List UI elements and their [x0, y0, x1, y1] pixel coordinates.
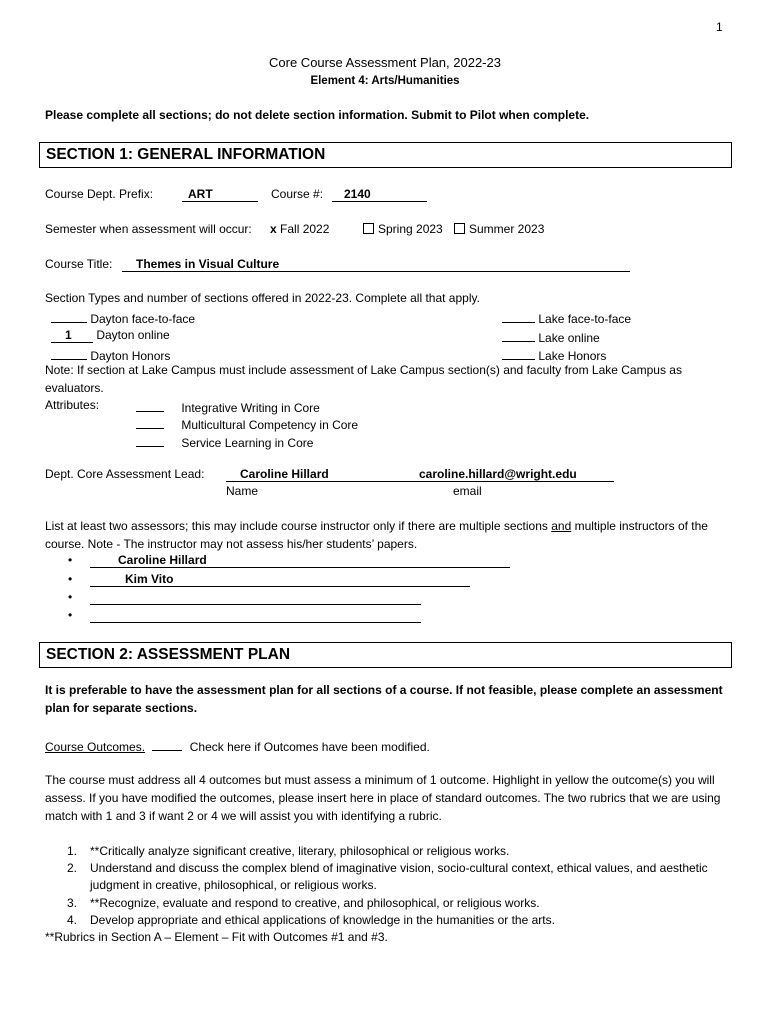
semester-fall-option[interactable]: [270, 222, 329, 236]
bullet-icon: •: [68, 572, 73, 586]
instruction-text: Please complete all sections; do not delete section information. Submit to Pilot when complete.: [45, 108, 590, 122]
semester-spring-label: Spring 2023: [378, 222, 443, 236]
outcome-item-1: 1. **Critically analyze significant creative, literary, philosophical or religious works.: [67, 844, 510, 858]
semester-fall-label: Fall 2022: [280, 222, 330, 236]
assessors-intro: List at least two assessors; this may include course instructor only if there are multiple sections and multiple instructors of the course. Note - The instructor may not assess his/her students’ papers.: [45, 519, 708, 551]
course-outcomes-row[interactable]: [45, 737, 430, 754]
blank-line: [502, 328, 535, 342]
lead-label: Dept. Core Assessment Lead:: [45, 467, 205, 481]
course-outcomes-label: Course Outcomes.: [45, 740, 146, 754]
course-num-field[interactable]: [332, 187, 427, 202]
sections-intro: Section Types and number of sections offered in 2022-23. Complete all that apply.: [45, 291, 480, 305]
section1-heading: SECTION 1: GENERAL INFORMATION: [39, 142, 732, 168]
bullet-icon: •: [68, 608, 73, 622]
assessor-field-2[interactable]: [90, 572, 470, 587]
lake-campus-note: Note: If section at Lake Campus must include assessment of Lake Campus section(s) and faculty from Lake Campus as evaluators.: [45, 363, 682, 395]
email-caption: email: [453, 484, 482, 498]
prefix-field[interactable]: [182, 187, 258, 202]
semester-label: Semester when assessment will occur:: [45, 222, 252, 236]
checkbox-icon: [454, 223, 465, 234]
course-title-label: Course Title:: [45, 257, 113, 271]
assessor-field-1[interactable]: [90, 553, 510, 568]
dayton-f2f-label: Dayton face-to-face: [90, 312, 196, 326]
assessor-3-value: [90, 590, 421, 605]
dayton-online-label: Dayton online: [96, 328, 170, 342]
outcome-item-4: 4. Develop appropriate and ethical applications of knowledge in the humanities or the arts.: [67, 913, 555, 927]
assessor-4-value: [90, 608, 421, 623]
lake-online-row[interactable]: [502, 328, 600, 345]
course-num-value: 2140: [332, 187, 427, 202]
lake-f2f-row[interactable]: [502, 309, 631, 326]
semester-summer-option[interactable]: [454, 222, 544, 236]
assessor-1-value: Caroline Hillard: [90, 553, 510, 568]
bullet-icon: •: [68, 590, 73, 604]
outcome-item-2: 2. Understand and discuss the complex blend of imaginative vision, socio-cultural context, ethical values, and aesthetic judgment in creative, philosophical, or religious works.: [67, 861, 708, 892]
course-title-field[interactable]: [122, 257, 630, 272]
semester-fall-mark: x: [270, 222, 277, 236]
lead-name-field[interactable]: [226, 467, 416, 482]
prefix-label: Course Dept. Prefix:: [45, 187, 154, 201]
blank-line: [136, 398, 164, 412]
course-num-label: Course #:: [271, 187, 324, 201]
blank-line: [502, 346, 535, 360]
blank-line: [51, 346, 87, 360]
blank-line: [136, 433, 164, 447]
bullet-icon: •: [68, 553, 73, 567]
attributes-label: Attributes:: [45, 398, 100, 412]
outcome-item-3: 3. **Recognize, evaluate and respond to creative, and philosophical, or religious works.: [67, 896, 540, 910]
dayton-online-count: 1: [51, 328, 93, 343]
attribute-service-row[interactable]: [136, 433, 313, 450]
attribute-writing-row[interactable]: [136, 398, 320, 415]
assessor-2-value: Kim Vito: [90, 572, 470, 587]
dayton-honors-label: Dayton Honors: [90, 349, 171, 363]
blank-line: [136, 415, 164, 429]
attribute-writing-label: Integrative Writing in Core: [181, 401, 320, 415]
blank-line: [502, 309, 535, 323]
document-title: Core Course Assessment Plan, 2022-23: [269, 55, 501, 70]
page-number: 1: [716, 20, 723, 34]
lake-honors-label: Lake Honors: [538, 349, 607, 363]
lead-email-field[interactable]: [416, 467, 614, 482]
section2-heading: SECTION 2: ASSESSMENT PLAN: [39, 642, 732, 668]
semester-spring-option[interactable]: [363, 222, 443, 236]
blank-line: [152, 737, 182, 751]
prefix-value: ART: [182, 187, 258, 202]
course-outcomes-check: Check here if Outcomes have been modified.: [189, 740, 430, 754]
document-subtitle: Element 4: Arts/Humanities: [310, 75, 460, 87]
lead-name-value: Caroline Hillard: [226, 467, 416, 482]
attribute-multicultural-label: Multicultural Competency in Core: [181, 418, 359, 432]
checkbox-icon: [363, 223, 374, 234]
lead-email-value: caroline.hillard@wright.edu: [416, 467, 614, 482]
dayton-f2f-row[interactable]: [51, 309, 195, 326]
blank-line: [51, 309, 87, 323]
attribute-multicultural-row[interactable]: [136, 415, 358, 432]
assessor-field-4[interactable]: [90, 608, 421, 626]
assessor-field-3[interactable]: [90, 590, 421, 608]
lake-online-label: Lake online: [538, 331, 600, 345]
attribute-service-label: Service Learning in Core: [181, 436, 314, 450]
dayton-online-row[interactable]: [51, 328, 170, 343]
name-caption: Name: [226, 484, 259, 498]
lake-f2f-label: Lake face-to-face: [538, 312, 632, 326]
rubric-note: **Rubrics in Section A – Element – Fit with Outcomes #1 and #3.: [45, 930, 388, 944]
outcomes-paragraph: The course must address all 4 outcomes but must assess a minimum of 1 outcome. Highlight in yellow the outcome(s) you will assess. If you have modified the outcomes, please insert here in place of standard outcomes. The two rubrics that we are using match with 1 and 3 if want 2 or 4 we will assist you with identifying a rubric.: [45, 773, 721, 823]
preferable-text: It is preferable to have the assessment plan for all sections of a course. If not feasible, please complete an assessment plan for separate sections.: [45, 683, 723, 715]
course-title-value: Themes in Visual Culture: [122, 257, 630, 272]
semester-summer-label: Summer 2023: [469, 222, 545, 236]
